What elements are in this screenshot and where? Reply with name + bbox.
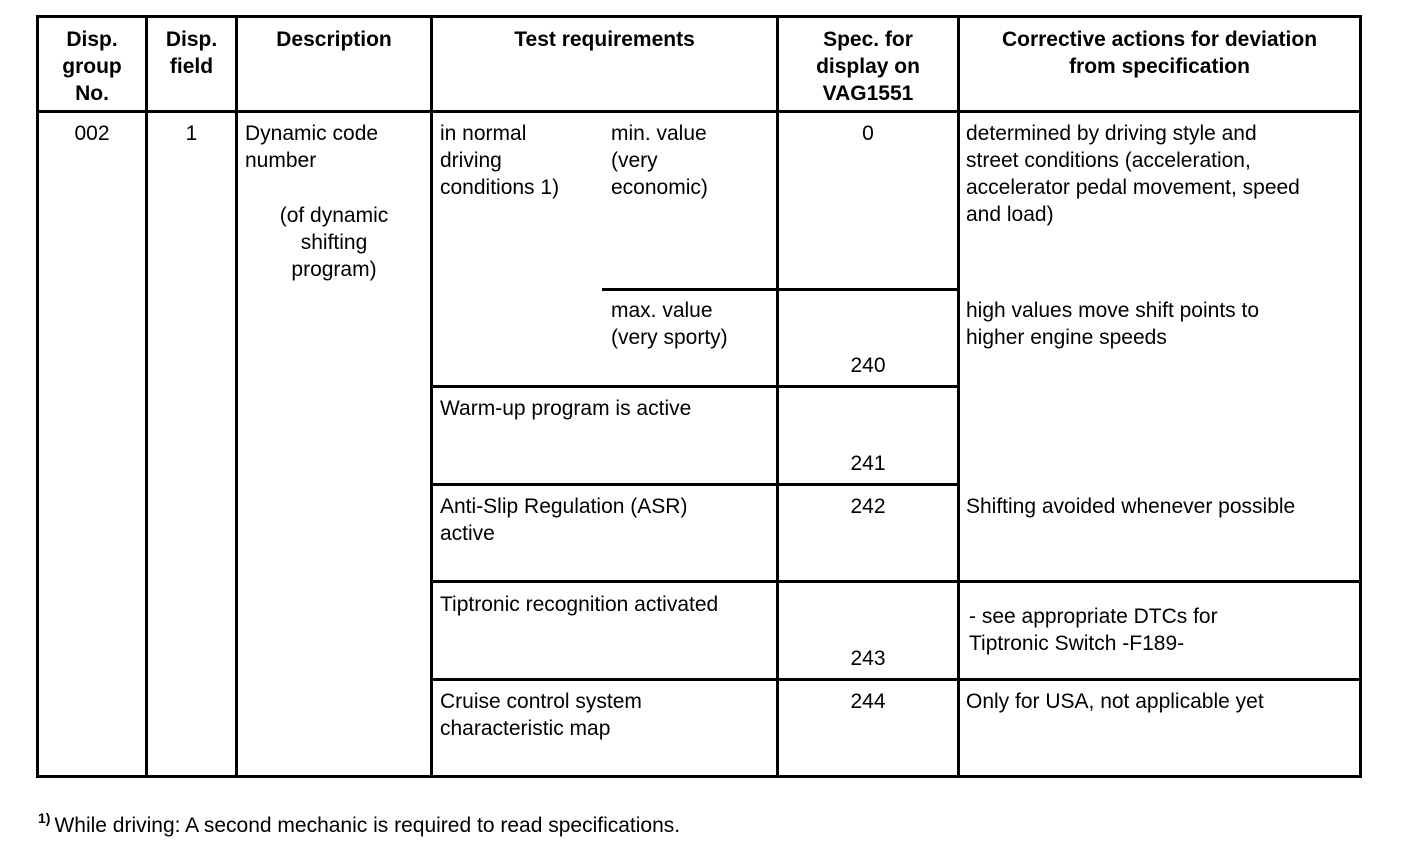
corrective-asr: Shifting avoided whenever possible — [966, 495, 1296, 518]
column-divider — [957, 15, 960, 778]
cell-field-number: 1 — [185, 122, 198, 145]
footnote-mark: 1) — [38, 810, 51, 826]
header-spec: Spec. for display on VAG1551 — [816, 28, 920, 105]
footnote-text: While driving: A second mechanic is required to read specifications. — [54, 814, 681, 837]
row-divider — [430, 385, 960, 388]
spec-asr: 242 — [850, 495, 886, 518]
cell-normal-conditions: in normal driving conditions 1) — [440, 122, 560, 199]
cell-warmup: Warm-up program is active — [440, 397, 692, 420]
row-divider — [430, 678, 1362, 681]
header-description: Description — [276, 28, 392, 51]
header-disp-field: Disp. field — [165, 28, 218, 78]
spec-max: 240 — [850, 354, 886, 377]
cell-description: Dynamic code number — [245, 122, 379, 172]
header-test-requirements: Test requirements — [514, 28, 695, 51]
row-divider — [430, 580, 1362, 583]
cell-group-number: 002 — [74, 122, 110, 145]
footnote — [38, 810, 680, 838]
corrective-max: high values move shift points to higher engine speeds — [966, 299, 1259, 349]
column-divider — [430, 15, 433, 778]
header-corrective-actions: Corrective actions for deviation from specification — [1001, 28, 1318, 78]
cell-max-value-label: max. value (very sporty) — [611, 299, 728, 349]
cell-asr: Anti-Slip Regulation (ASR) active — [440, 495, 688, 545]
corrective-tiptronic: - see appropriate DTCs for Tiptronic Switch -F189- — [969, 605, 1218, 655]
header-divider — [36, 110, 1362, 113]
row-divider — [602, 288, 960, 291]
spec-tiptronic: 243 — [850, 647, 886, 670]
header-disp-group: Disp. group No. — [62, 28, 122, 105]
spec-warmup: 241 — [850, 452, 886, 475]
corrective-min: determined by driving style and street conditions (acceleration, accelerator pedal movement, speed and load) — [966, 122, 1300, 226]
cell-min-value-label: min. value (very economic) — [611, 122, 708, 199]
spec-min: 0 — [862, 122, 874, 145]
cell-cruise: Cruise control system characteristic map — [440, 690, 642, 740]
spec-cruise: 244 — [850, 690, 886, 713]
corrective-cruise: Only for USA, not applicable yet — [966, 690, 1264, 713]
row-divider — [430, 483, 960, 486]
cell-tiptronic: Tiptronic recognition activated — [440, 593, 719, 616]
cell-description-sub: (of dynamic shifting program) — [279, 204, 389, 281]
column-divider — [235, 15, 238, 778]
